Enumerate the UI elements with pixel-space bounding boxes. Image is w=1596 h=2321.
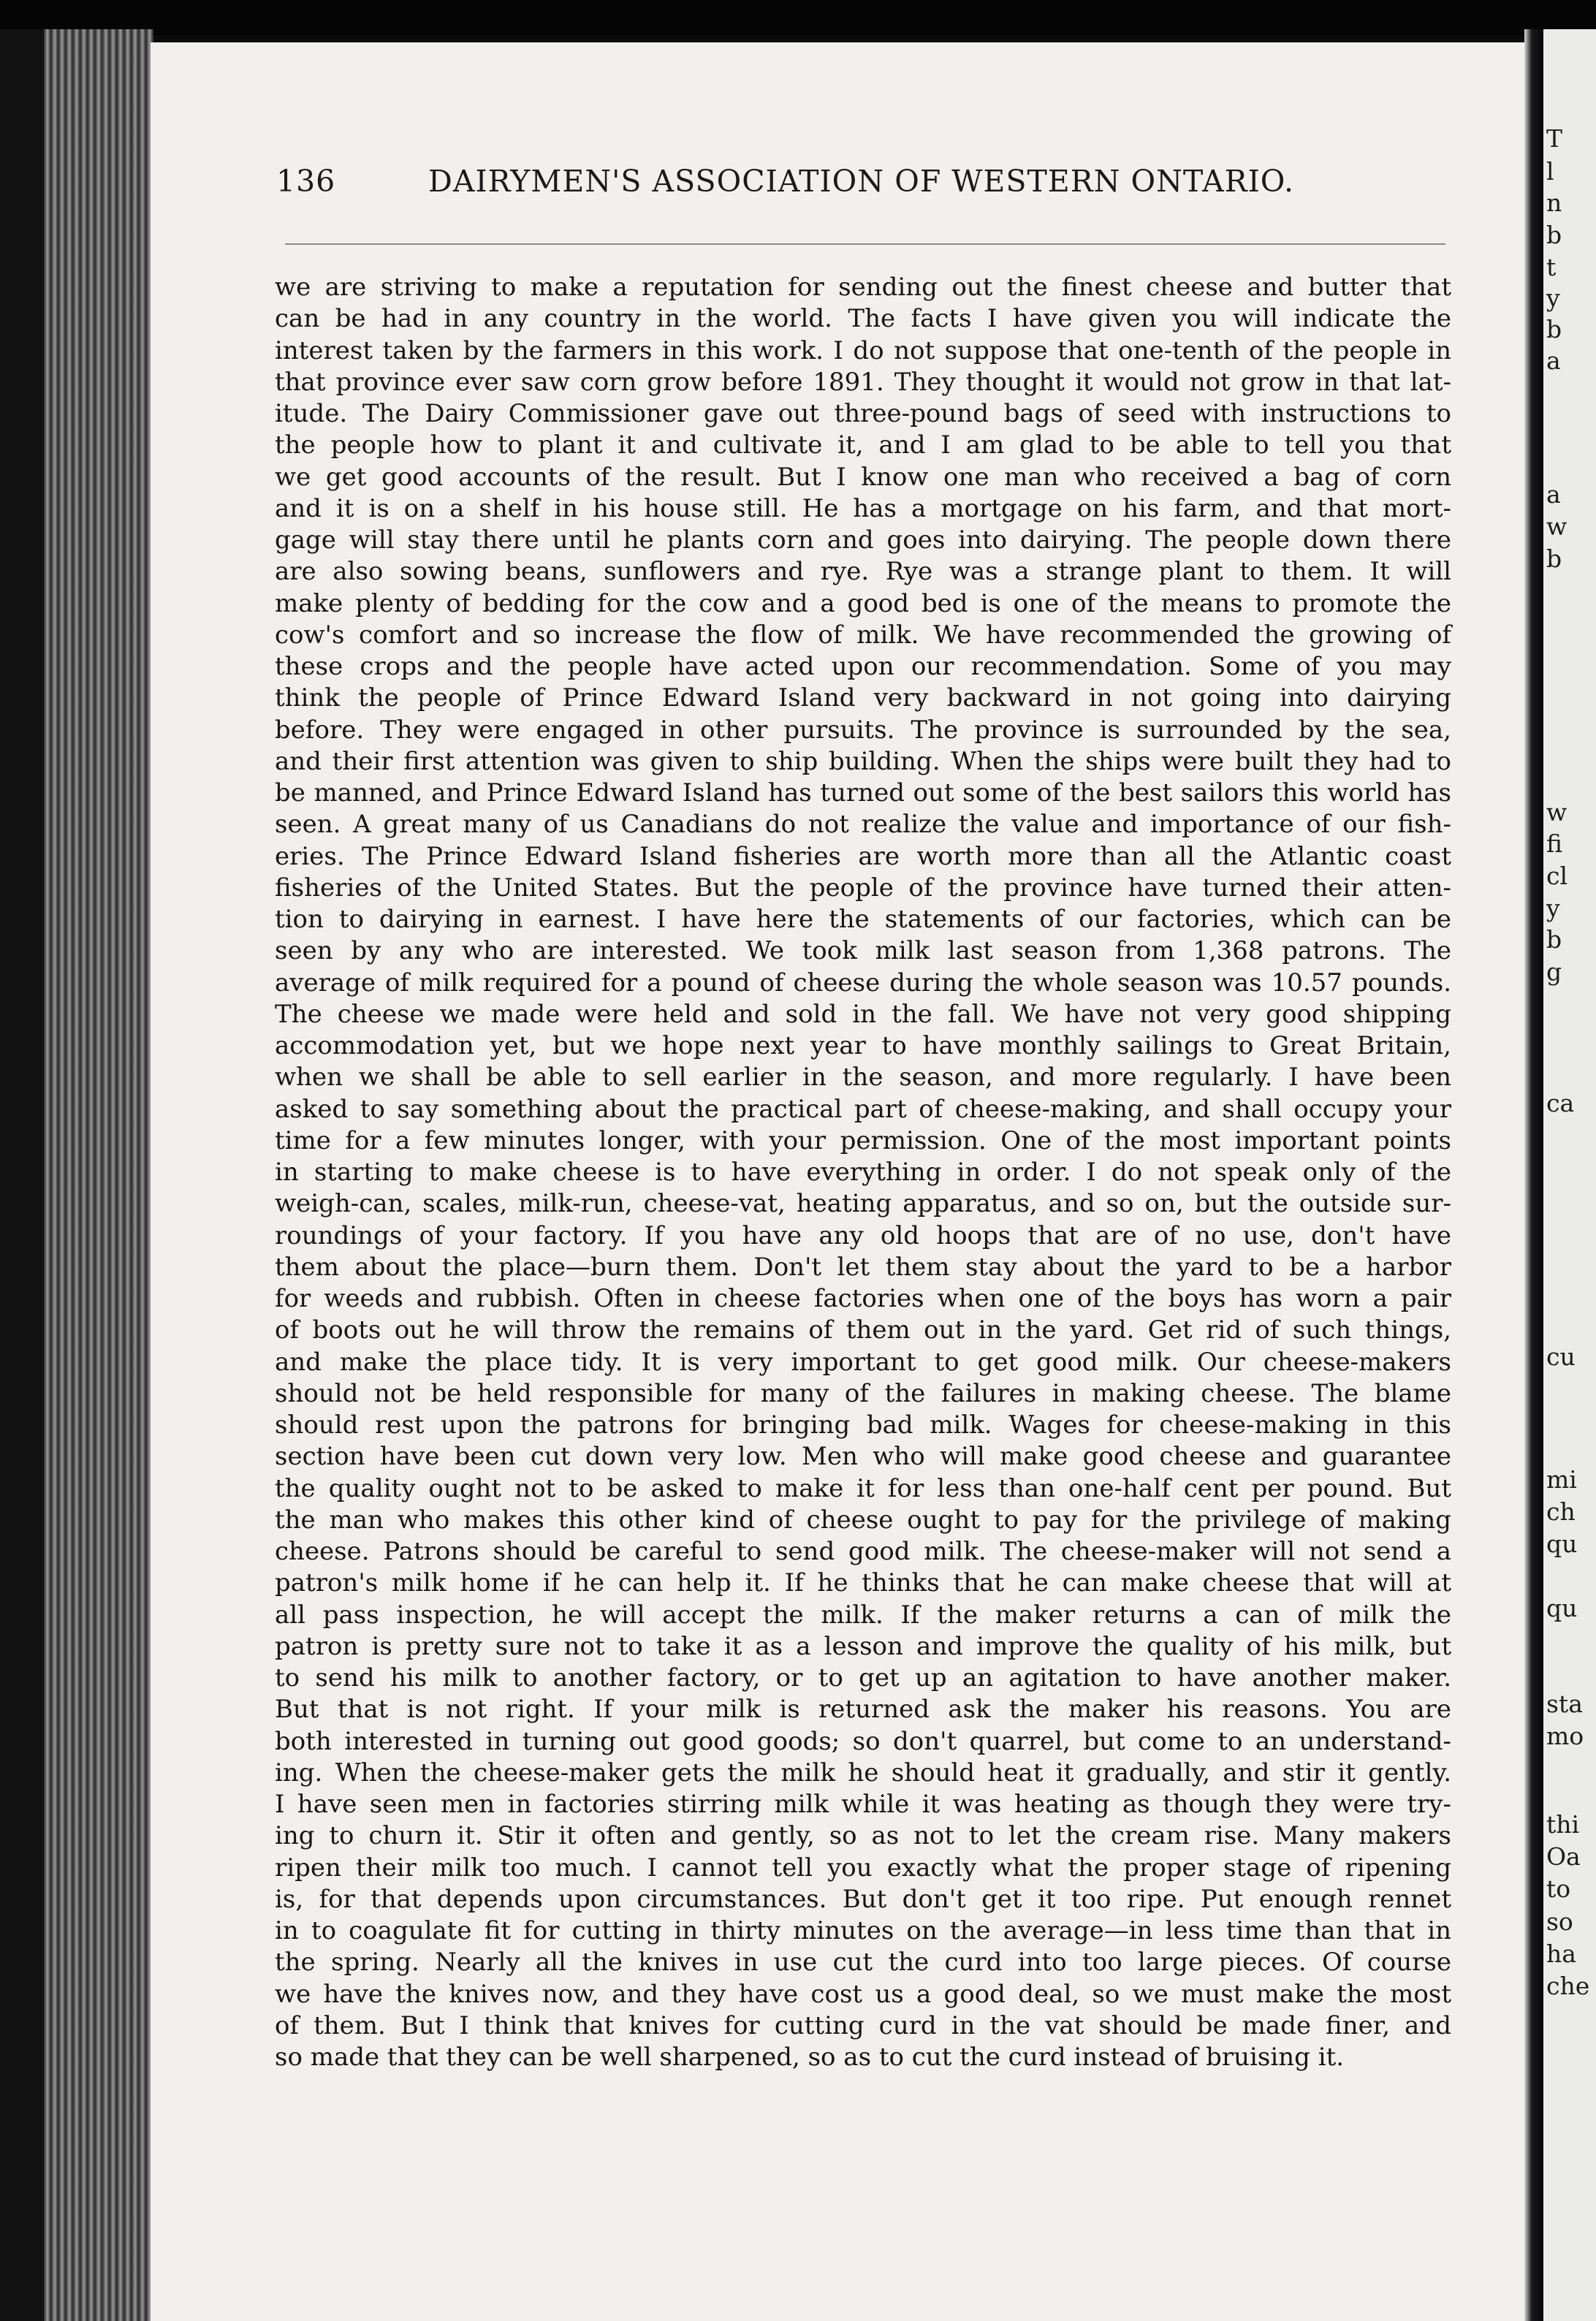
adjacent-page-text-fragment: b [1546,925,1562,954]
text-line: cow's comfort and so increase the flow of milk. We have recommended the growing of [275,620,1451,650]
adjacent-page-text-fragment: a [1546,480,1561,509]
text-line: should not be held responsible for many of the failures in making cheese. The blame [275,1378,1451,1408]
text-line: to send his milk to another factory, or to get up an agitation to have another maker. [275,1663,1451,1693]
adjacent-page-text-fragment: to [1546,1874,1571,1903]
adjacent-page-text-fragment: mo [1546,1722,1584,1750]
text-line: should rest upon the patrons for bringing bad milk. Wages for cheese-making in this [275,1410,1451,1440]
text-line: of them. But I think that knives for cutting curd in the vat should be made finer, and [275,2010,1451,2040]
text-line: seen by any who are interested. We took milk last season from 1,368 patrons. The [275,936,1451,966]
text-line: we have the knives now, and they have cost us a good deal, so we must make the most [275,1979,1451,2009]
text-line: and it is on a shelf in his house still. He has a mortgage on his farm, and that mort- [275,493,1451,523]
adjacent-page-text-fragment: cu [1546,1342,1576,1371]
text-line: seen. A great many of us Canadians do not realize the value and importance of our fish- [275,810,1451,840]
text-line: we get good accounts of the result. But I know one man who received a bag of corn [275,462,1451,492]
adjacent-page-text-fragment: y [1546,894,1560,922]
text-line: cheese. Patrons should be careful to send good milk. The cheese-maker will not send a [275,1537,1451,1566]
text-line: ripen their milk too much. I cannot tell you exactly what the proper stage of ripening [275,1853,1451,1883]
text-line: accommodation yet, but we hope next year to have monthly sailings to Great Britain, [275,1031,1451,1060]
adjacent-page-text-fragment: ca [1546,1089,1575,1117]
text-line: itude. The Dairy Commissioner gave out three-pound bags of seed with instructions to [275,399,1451,428]
adjacent-page-text-fragment: b [1546,221,1562,249]
adjacent-page-text-fragment: qu [1546,1594,1578,1622]
text-line: I have seen men in factories stirring milk while it was heating as though they were try- [275,1790,1451,1819]
text-line: time for a few minutes longer, with your permission. One of the most important points [275,1125,1451,1155]
text-line: eries. The Prince Edward Island fisheries are worth more than all the Atlantic coast [275,841,1451,871]
text-line: be manned, and Prince Edward Island has turned out some of the best sailors this world has [275,778,1451,808]
text-line: when we shall be able to sell earlier in the season, and more regularly. I have been [275,1063,1451,1093]
adjacent-page-text-fragment: t [1546,253,1557,281]
text-line: ing. When the cheese-maker gets the milk he should heat it gradually, and stir it gently. [275,1758,1451,1788]
text-line: patron is pretty sure not to take it as a lesson and improve the quality of his milk, but [275,1631,1451,1661]
text-line: both interested in turning out good goods; so don't quarrel, but come to an understand- [275,1726,1451,1756]
text-line: that province ever saw corn grow before 1891. They thought it would not grow in that lat- [275,367,1451,397]
adjacent-page-text-fragment: a [1546,346,1561,375]
text-line: the spring. Nearly all the knives in use cut the curd into too large pieces. Of course [275,1948,1451,1978]
text-line: of boots out he will throw the remains of them out in the yard. Get rid of such things, [275,1315,1451,1345]
adjacent-page-text-fragment: cl [1546,862,1568,890]
adjacent-page-text-fragment: mi [1546,1465,1577,1494]
text-line: so made that they can be well sharpened, so as to cut the curd instead of bruising it. [275,2043,1345,2072]
text-line: interest taken by the farmers in this work. I do not suppose that one-tenth of the people in [275,335,1451,365]
text-line: the man who makes this other kind of cheese ought to pay for the privilege of making [275,1505,1451,1535]
text-line: before. They were engaged in other pursuits. The province is surrounded by the sea, [275,715,1451,745]
adjacent-page-text-fragment: fi [1546,829,1563,858]
text-line: can be had in any country in the world. The facts I have given you will indicate the [275,304,1451,334]
text-line: But that is not right. If your milk is returned ask the maker his reasons. You are [275,1695,1451,1725]
adjacent-page-text-fragment: b [1546,544,1562,573]
adjacent-page-text-fragment: w [1546,512,1568,541]
text-line: in to coagulate fit for cutting in thirty minutes on the average—in less time than that in [275,1916,1451,1945]
text-line: we are striving to make a reputation for sending out the finest cheese and butter that [275,273,1451,302]
text-line: gage will stay there until he plants corn and goes into dairying. The people down there [275,525,1451,555]
running-title: DAIRYMEN'S ASSOCIATION OF WESTERN ONTARIO. [428,164,1295,199]
book-gutter [1524,29,1543,2321]
adjacent-page-text-fragment: ha [1546,1940,1576,1968]
adjacent-page-text-fragment: y [1546,284,1560,312]
text-line: these crops and the people have acted upon our recommendation. Some of you may [275,652,1451,681]
text-line: weigh-can, scales, milk-run, cheese-vat, heating apparatus, and so on, but the outside sur- [275,1189,1451,1219]
text-line: ing to churn it. Stir it often and gently, so as not to let the cream rise. Many makers [275,1821,1451,1851]
text-line: make plenty of bedding for the cow and a good bed is one of the means to promote the [275,588,1451,618]
header-rule [285,243,1445,245]
text-line: think the people of Prince Edward Island very backward in not going into dairying [275,683,1451,713]
text-line: is, for that depends upon circumstances. But don't get it too ripe. Put enough rennet [275,1884,1451,1914]
adjacent-page-text-fragment: qu [1546,1530,1578,1558]
text-line: asked to say something about the practical part of cheese-making, and shall occupy your [275,1094,1451,1124]
adjacent-page-text-fragment: ch [1546,1497,1576,1526]
adjacent-page-text-fragment: g [1546,957,1562,986]
text-line: fisheries of the United States. But the people of the province have turned their atten- [275,873,1451,903]
adjacent-page-text-fragment: thi [1546,1810,1580,1839]
text-line: The cheese we made were held and sold in the fall. We have not very good shipping [275,999,1451,1029]
text-line: the quality ought not to be asked to make it for less than one-half cent per pound. But [275,1473,1451,1503]
text-line: average of milk required for a pound of cheese during the whole season was 10.57 pounds. [275,968,1451,998]
text-line: roundings of your factory. If you have any old hoops that are of no use, don't have [275,1220,1451,1250]
spine-shadow [0,29,44,2321]
text-line: and their first attention was given to ship building. When the ships were built they had to [275,746,1451,776]
text-line: all pass inspection, he will accept the milk. If the maker returns a can of milk the [275,1600,1451,1630]
text-line: for weeds and rubbish. Often in cheese factories when one of the boys has worn a pair [275,1284,1451,1313]
text-line: the people how to plant it and cultivate it, and I am glad to be able to tell you that [275,430,1451,460]
running-header [276,164,1314,208]
scan-top-edge [0,0,1596,35]
adjacent-page-text-fragment: T [1546,124,1563,153]
adjacent-page-text-fragment: l [1546,157,1554,186]
page-number: 136 [276,164,336,199]
adjacent-page-text-fragment: che [1546,1972,1590,2000]
adjacent-page-text-fragment: n [1546,189,1562,217]
adjacent-page-text-fragment: sta [1546,1690,1583,1718]
text-line: patron's milk home if he can help it. If he thinks that he can make cheese that will at [275,1568,1451,1598]
text-line: them about the place—burn them. Don't let them stay about the yard to be a harbor [275,1252,1451,1282]
text-line: section have been cut down very low. Men who will make good cheese and guarantee [275,1442,1451,1472]
adjacent-page-text-fragment: w [1546,798,1568,827]
text-line: in starting to make cheese is to have everything in order. I do not speak only of the [275,1158,1451,1187]
text-line: tion to dairying in earnest. I have here the statements of our factories, which can be [275,905,1451,934]
adjacent-page-text-fragment: Oa [1546,1842,1581,1871]
adjacent-page-text-fragment: so [1546,1907,1573,1936]
adjacent-page-fragment [1543,29,1596,2321]
body-text [275,272,1451,2073]
adjacent-page-text-fragment: b [1546,315,1562,343]
text-line: are also sowing beans, sunflowers and rye. Rye was a strange plant to them. It will [275,557,1451,587]
text-line: and make the place tidy. It is very important to get good milk. Our cheese-makers [275,1347,1451,1377]
